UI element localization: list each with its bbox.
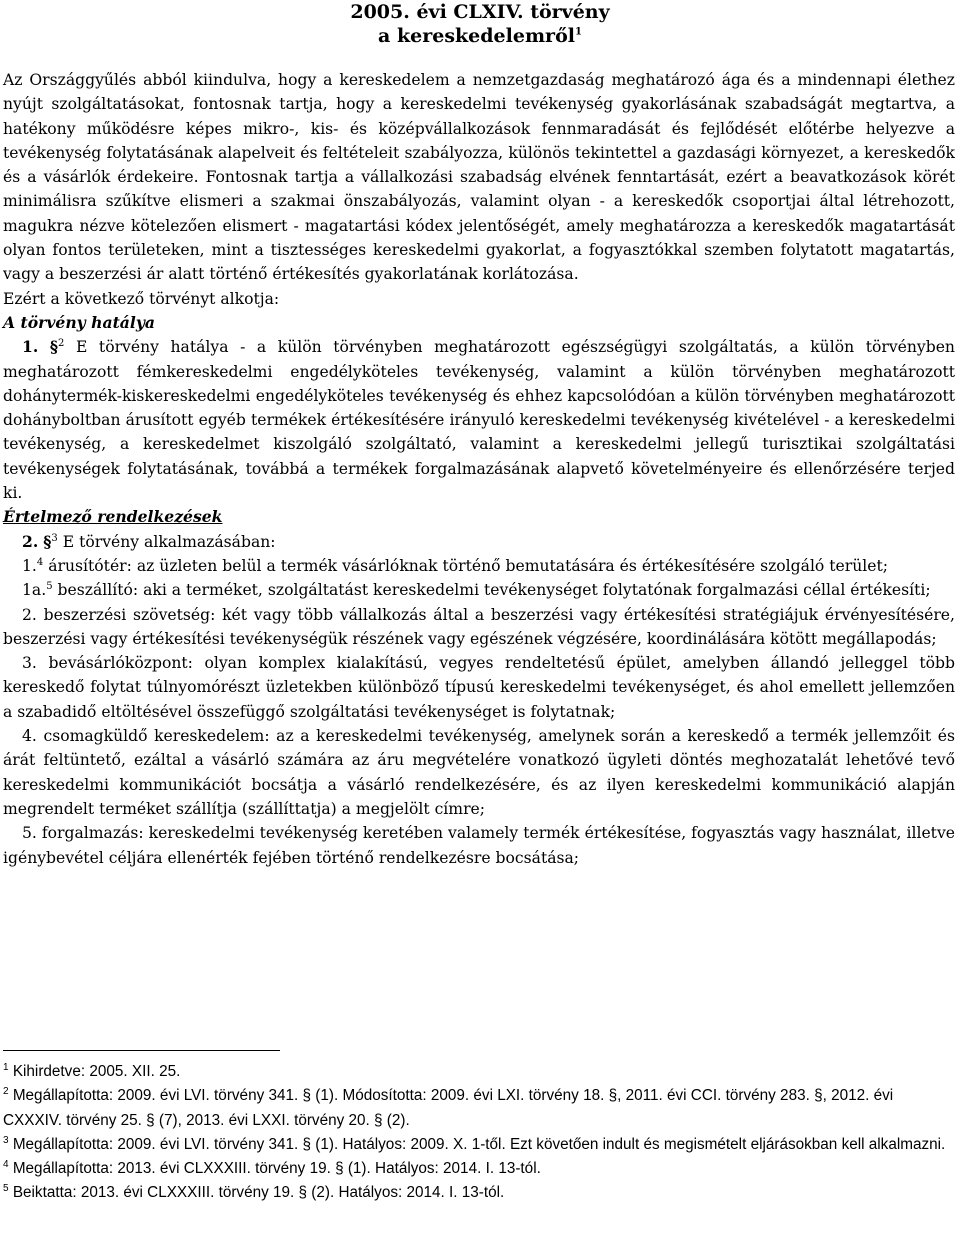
definition-text: beszerzési szövetség: két vagy több vállalkozás által a beszerzési vagy értékesítési stratégiájuk érvényesítésére, beszerzési vagy értékesítési tevékenységük részének vagy egészének végzésére, koordinálására kötött megállapodás;	[3, 605, 955, 648]
preamble-part-2: Fontosnak tartja a vállalkozási szabadság elvének fenntartását, ezért a beavatkozások körét minimálisra szűkítve elismeri a szakmai önszabályozás, valamint olyan - a kereskedők csoportjai által létrehozott, magukra nézve kötelezően elismert - magatartási kódex jelentőségét, amely meghatározza a kereskedők magatartását olyan fontos területeken, mint a tisztességes kereskedelmi gyakorlat, a fogyasztókkal szemben folytatott magatartás, vagy a beszerzési ár alatt történő értékesítés gyakorlatának korlátozása.	[3, 168, 955, 284]
definition-text: bevásárlóközpont: olyan komplex kialakítású, vegyes rendeltetésű épület, amelyben állandó jelleggel több kereskedő folytat túlnyomórészt üzletekben különböző típusú kereskedelmi tevékenységet, és ahol emellett jellemzően a szabadidő eltöltésével összefüggő szolgáltatási tevékenységet is folytatnak;	[3, 654, 956, 721]
footnote	[3, 1181, 955, 1205]
footnote-number: 5	[3, 1183, 9, 1195]
footnote-text: Kihirdetve: 2005. XII. 25.	[12, 1063, 181, 1080]
title-line-1: 2005. évi CLXIV. törvény	[350, 1, 610, 23]
title-line-2	[0, 24, 960, 48]
definition-text: forgalmazás: kereskedelmi tevékenység keretében valamely termék értékesítése, fogyasztás vagy használat, illetve igénybevétel céljára ellenérték fejében történő rendelkezésre bocsátása;	[3, 824, 955, 867]
footnote-text: Megállapította: 2009. évi LVI. törvény 341. § (1). Módosította: 2009. évi LXI. törvény 18. §, 2011. évi CCI. törvény 283. §, 2012. évi CXXXIV. törvény 25. § (7), 2013. évi LXXI. törvény 20. § (2).	[3, 1087, 894, 1129]
footnote-number: 3	[3, 1134, 9, 1146]
definition-item	[3, 724, 955, 821]
footnote	[3, 1060, 955, 1084]
definition-item	[3, 554, 955, 578]
section-symbol: §	[43, 531, 52, 551]
footnote-separator	[3, 1050, 280, 1051]
footnote-ref: 4	[36, 556, 44, 568]
section-2-intro	[3, 530, 955, 554]
definition-number: 5.	[22, 824, 37, 843]
footnote-number: 1	[3, 1061, 9, 1073]
footnote-ref: 2	[58, 338, 65, 350]
definition-item	[3, 578, 955, 602]
footnote	[3, 1157, 955, 1181]
footnote-text: Beiktatta: 2013. évi CLXXXIII. törvény 19. § (2). Hatályos: 2014. I. 13-tól.	[12, 1184, 505, 1202]
preamble-part-1: Az Országgyűlés abból kiindulva, hogy a kereskedelem a nemzetgazdaság meghatározó ága és a mindennapi élethez nyújt szolgáltatásokat, fontosnak tartja, hogy a kereskedelmi tevékenység gyakorlásának szabadságát megtartva, a hatékony működésre képes mikro-, kis- és középvállalkozások fennmaradását és fejlődését előtérbe helyezve a tevékenység folytatásának alapelveit és feltételeit szabályozza, különös tekintettel a gazdasági környezet, a kereskedők és a vásárlók érdekeire.	[3, 71, 955, 187]
section-2-heading: Értelmező rendelkezések	[3, 507, 223, 527]
law-body	[3, 68, 955, 870]
footnotes	[3, 1060, 955, 1206]
enactment-clause: Ezért a következő törvényt alkotja:	[3, 289, 280, 308]
definition-number: 4.	[22, 727, 37, 746]
footnote	[3, 1133, 955, 1157]
law-title	[0, 0, 960, 48]
footnote-text: Megállapította: 2009. évi LVI. törvény 341. § (1). Hatályos: 2009. X. 1-től. Ezt követően indult és megismételt eljárásokban kell alkalmazni.	[12, 1135, 946, 1153]
section-symbol: §	[49, 337, 59, 357]
section-1-text: E törvény hatálya - a külön törvényben meghatározott egészségügyi szolgáltatás, a külön törvényben meghatározott fémkereskedelmi engedélyköteles tevékenység, valamint a külön törvényben meghatározott dohánytermék-kiskereskedelmi engedélyköteles tevékenység és ehhez kapcsolódóan a külön törvényben meghatározott dohányboltban árusított egyéb termékek értékesítésére irányuló kereskedelmi tevékenység kivételével - a kereskedelmi tevékenység, a kereskedelmet kiszolgáló szolgáltató, valamint a kereskedelmi jellegű turisztikai szolgáltatási tevékenységek folytatásának, továbbá a termékek forgalmazásának alapvető követelményeire és ellenőrzésére terjed ki.	[3, 338, 955, 503]
preamble-paragraph	[3, 68, 955, 287]
footnote-number: 2	[3, 1086, 9, 1098]
definition-text: beszállító: aki a terméket, szolgáltatást kereskedelmi tevékenységet folytatónak forgalmazási céllal értékesíti;	[57, 581, 931, 600]
definition-number: 1.	[22, 556, 37, 575]
footnote-ref: 3	[51, 532, 58, 544]
section-2-intro-text: E törvény alkalmazásában:	[62, 532, 276, 551]
section-1-paragraph	[3, 335, 955, 505]
definition-text: csomagküldő kereskedelem: az a kereskedelmi tevékenység, amelynek során a kereskedő a termék jellemzőit és árát feltüntető, ezáltal a vásárló számára az áru megvételére vonatkozó ügyleti döntés meghozatalát lehetővé tevő kereskedelmi kommunikációt bocsátja a vásárló rendelkezésére, és az ilyen kereskedelmi kommunikáció alapján megrendelt terméket szállítja (szállíttatja) a megjelölt címre;	[3, 727, 955, 818]
definition-item	[3, 651, 955, 724]
definition-text: árusítótér: az üzleten belül a termék vásárlóknak történő bemutatására és értékesítésére szolgáló terület;	[48, 556, 889, 575]
section-2-number: 2.	[22, 531, 39, 551]
section-1-heading: A törvény hatálya	[3, 312, 155, 332]
definition-item	[3, 603, 955, 652]
definition-item	[3, 821, 955, 870]
title-line-2-text: a kereskedelemről	[378, 25, 575, 47]
footnote-ref: 5	[46, 581, 53, 593]
definition-number: 3.	[22, 654, 37, 673]
definition-number: 2.	[22, 605, 37, 624]
footnote-text: Megállapította: 2013. évi CLXXXIII. törvény 19. § (1). Hatályos: 2014. I. 13-tól.	[12, 1160, 541, 1178]
definition-number: 1a.	[22, 581, 47, 600]
footnote-number: 4	[3, 1159, 9, 1171]
footnote	[3, 1084, 955, 1133]
footnote-ref: 1	[574, 26, 582, 38]
section-1-number: 1.	[22, 337, 39, 357]
